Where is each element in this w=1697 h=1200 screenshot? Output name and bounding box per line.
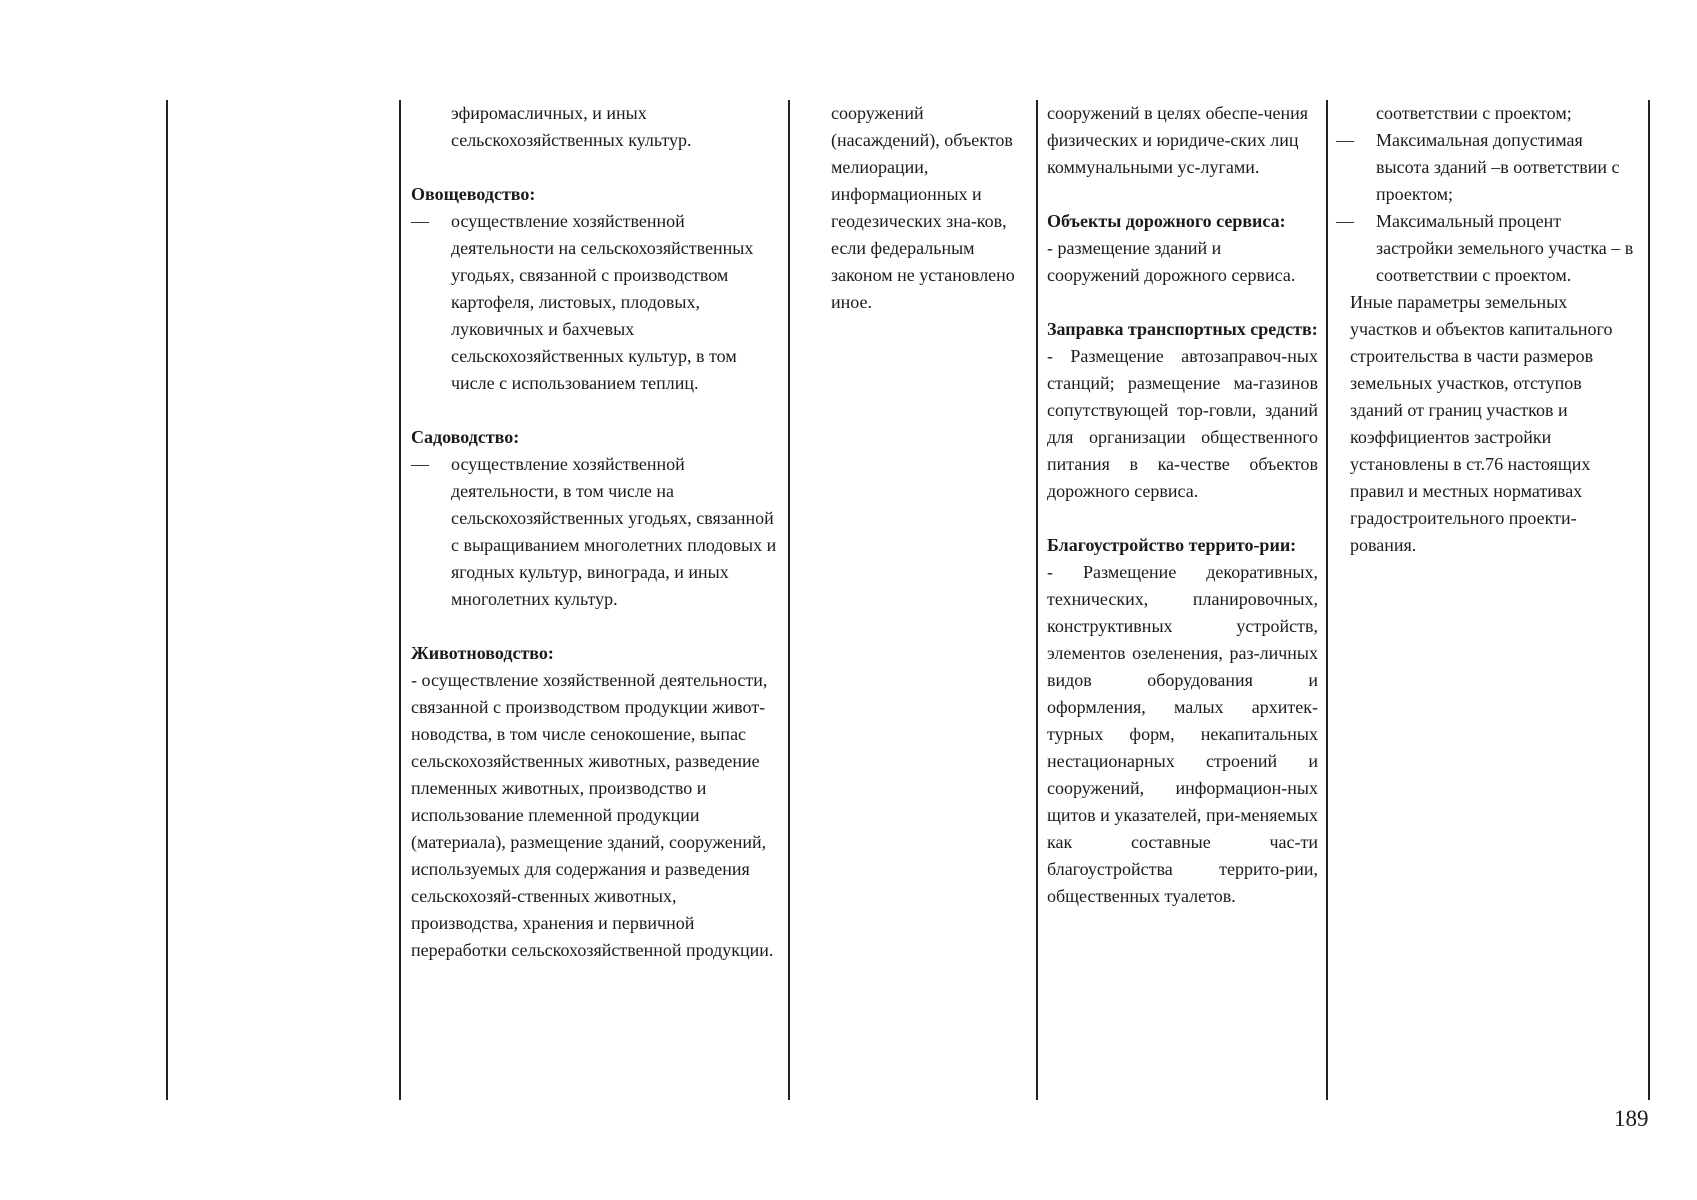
table-border-left (166, 100, 168, 1100)
road-service-text: - размещение зданий и сооружений дорожного сервиса. (1047, 238, 1296, 285)
livestock-title: Животноводство: (411, 643, 554, 663)
livestock-text: - осуществление хозяйственной деятельности, связанной с производством продукции живот-новодства, в том числе сенокошение, выпас сельскохозяйственных животных, разведение племенных животных, производство и использование племенной продукции (материала), размещение зданий, сооружений, используемых для содержания и разведения сельскохозяй-ственных животных, производства, хранения и первичной переработки сельскохозяйственной продукции. (411, 670, 774, 960)
max-coverage-text: Максимальный процент застройки земельного участка – в соответствии с проектом. (1376, 211, 1634, 285)
landscaping-text: - Размещение декоративных, технических, планировочных, конструктивных устройств, элементов озеленения, раз-личных видов оборудования и оформления, малых архитек-турных форм, некапитальных нестационарных строений и сооружений, информацион-ных щитов и указателей, при-меняемых как составные час-ти благоустройства террито-рии, общественных туалетов. (1047, 562, 1318, 906)
table-divider-3 (1036, 100, 1038, 1100)
table-border-right (1648, 100, 1650, 1100)
dash-marker: — (411, 454, 429, 474)
col2-intro: эфиромасличных, и иных сельскохозяйственных культур. (451, 103, 692, 150)
conditional-uses-column (831, 100, 1027, 316)
table-divider-1 (399, 100, 401, 1100)
auxiliary-uses-column (1047, 100, 1318, 910)
dash-marker: — (1336, 211, 1354, 231)
permitted-uses-column (411, 100, 781, 964)
col5-intro: соответствии с проектом; (1376, 103, 1572, 123)
garden-text: осуществление хозяйственной деятельности, в том числе на сельскохозяйственных угодьях, связанной с выращиванием многолетних плодовых и ягодных культур, винограда, и иных многолетних культур. (451, 454, 777, 609)
road-service-title: Объекты дорожного сервиса: (1047, 211, 1286, 231)
max-height-text: Максимальная допустимая высота зданий –в оответствии с проектом; (1376, 130, 1620, 204)
table-divider-4 (1326, 100, 1328, 1100)
page-number: 189 (1614, 1106, 1649, 1131)
vegetable-title: Овощеводство: (411, 184, 536, 204)
garden-title: Садоводство: (411, 427, 520, 447)
col3-text: сооружений (насаждений), объектов мелиорации, информационных и геодезических зна-ков, если федеральным законом не установлено иное. (831, 103, 1015, 312)
parameters-column (1336, 100, 1638, 559)
fuel-station-text: - Размещение автозаправоч-ных станций; размещение ма-газинов сопутствующей тор-говли, зданий для организации общественного питания в ка-честве объектов дорожного сервиса. (1047, 346, 1318, 501)
vegetable-text: осуществление хозяйственной деятельности на сельскохозяйственных угодьях, связанной с производством картофеля, листовых, плодовых, луковичных и бахчевых сельскохозяйственных культур, в том числе с использованием теплиц. (451, 211, 754, 393)
dash-marker: — (411, 211, 429, 231)
max-coverage-item (1336, 208, 1638, 289)
vegetable-item (411, 208, 781, 397)
other-parameters-text: Иные параметры земельных участков и объектов капитального строительства в части размеров земельных участков, отступов зданий от границ участков и коэффициентов застройки установлены в ст.76 настоящих правил и местных нормативах градостроительного проекти-рования. (1350, 292, 1613, 555)
landscaping-title: Благоустройство террито-рии: (1047, 535, 1297, 555)
fuel-station-title: Заправка транспортных средств: (1047, 319, 1318, 339)
dash-marker: — (1336, 130, 1354, 150)
col4-intro: сооружений в целях обеспе-чения физических и юридиче-ских лиц коммунальными ус-лугами. (1047, 103, 1309, 177)
table-divider-2 (788, 100, 790, 1100)
garden-item (411, 451, 781, 613)
max-height-item (1336, 127, 1638, 208)
